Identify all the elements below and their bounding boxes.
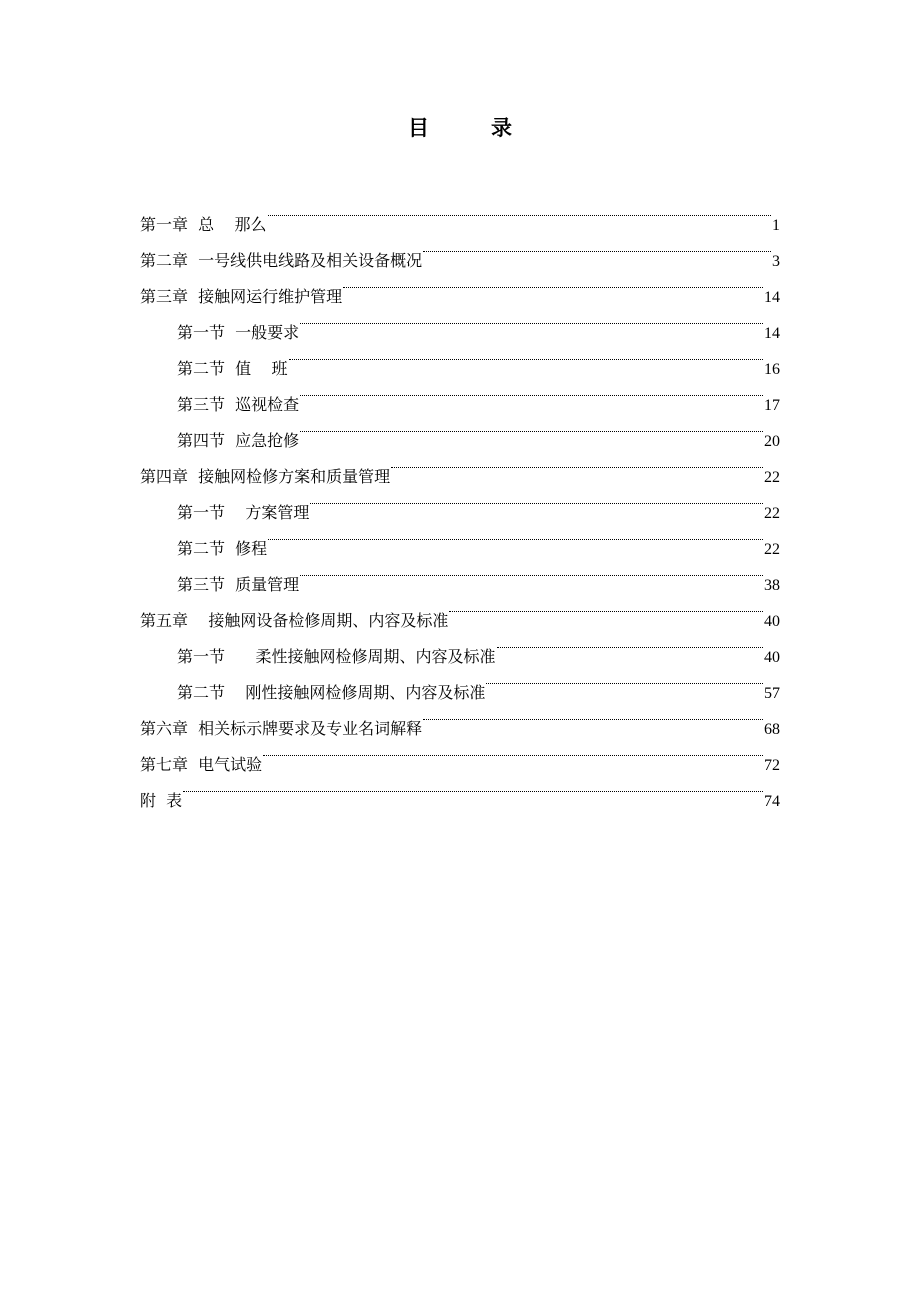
page-title-part2: 录	[491, 115, 512, 140]
toc-entry-label: 第三节 巡视检查	[177, 395, 300, 414]
table-of-contents	[140, 194, 780, 810]
toc-page-number: 72	[764, 757, 780, 774]
toc-page-number: 16	[764, 361, 780, 378]
toc-entry-appendix[interactable]	[140, 770, 780, 810]
toc-entry-label: 第一节 柔性接触网检修周期、内容及标准	[177, 647, 496, 666]
toc-page-number: 38	[764, 577, 780, 594]
page-title	[0, 112, 920, 144]
toc-entry-label: 第一节 方案管理	[177, 503, 310, 522]
toc-page-number: 57	[764, 685, 780, 702]
toc-page-number: 22	[764, 505, 780, 522]
toc-page-number: 14	[764, 289, 780, 306]
toc-leader-dots	[263, 734, 763, 770]
toc-entry-label: 第二节 值 班	[177, 359, 288, 378]
toc-page-number: 22	[764, 469, 780, 486]
toc-page-number: 40	[764, 649, 780, 666]
toc-entry-label: 第一节 一般要求	[177, 323, 300, 342]
toc-leader-dots	[423, 230, 771, 266]
toc-entry-label: 第六章 相关标示牌要求及专业名词解释	[140, 719, 423, 738]
toc-leader-dots	[497, 626, 763, 662]
toc-leader-dots	[300, 554, 763, 590]
toc-leader-dots	[300, 374, 763, 410]
toc-entry-label: 第四节 应急抢修	[177, 431, 300, 450]
page-title-part1: 目	[408, 115, 429, 140]
toc-leader-dots	[423, 698, 763, 734]
toc-leader-dots	[300, 410, 763, 446]
toc-leader-dots	[268, 518, 763, 554]
toc-page-number: 74	[764, 793, 780, 810]
toc-leader-dots	[449, 590, 763, 626]
toc-page-number: 68	[764, 721, 780, 738]
toc-entry-label: 第七章 电气试验	[140, 755, 263, 774]
toc-entry-label: 第二节 修程	[177, 539, 268, 558]
toc-leader-dots	[486, 662, 763, 698]
toc-entry-label: 第三节 质量管理	[177, 575, 300, 594]
toc-page-number: 3	[772, 253, 780, 270]
toc-entry-label: 第二章 一号线供电线路及相关设备概况	[140, 251, 423, 270]
toc-entry-label: 第五章 接触网设备检修周期、内容及标准	[140, 611, 449, 630]
toc-leader-dots	[289, 338, 763, 374]
toc-entry-label: 第一章 总 那么	[140, 215, 267, 234]
toc-leader-dots	[391, 446, 763, 482]
toc-page-number: 20	[764, 433, 780, 450]
toc-leader-dots	[300, 302, 763, 338]
toc-page-number: 17	[764, 397, 780, 414]
toc-entry-label: 第二节 刚性接触网检修周期、内容及标准	[177, 683, 486, 702]
toc-page-number: 14	[764, 325, 780, 342]
toc-leader-dots	[343, 266, 763, 302]
toc-entry-label: 第四章 接触网检修方案和质量管理	[140, 467, 391, 486]
toc-leader-dots	[310, 482, 763, 518]
toc-entry-label: 第三章 接触网运行维护管理	[140, 287, 343, 306]
toc-page-number: 1	[772, 217, 780, 234]
toc-page-number: 22	[764, 541, 780, 558]
toc-page-number: 40	[764, 613, 780, 630]
toc-entry-chapter-1[interactable]	[140, 194, 780, 234]
toc-entry-label: 附 表	[140, 791, 183, 810]
toc-leader-dots	[183, 770, 763, 806]
toc-leader-dots	[268, 194, 771, 230]
